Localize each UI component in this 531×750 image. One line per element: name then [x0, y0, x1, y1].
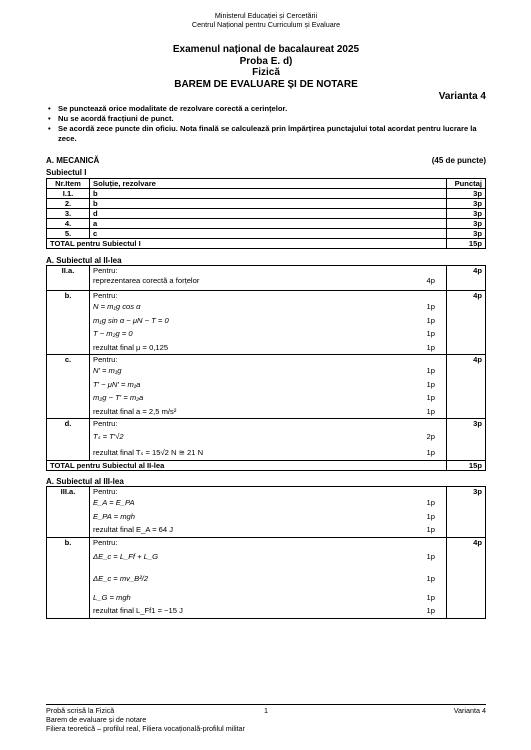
line-points: 1p [426, 393, 435, 402]
line-points: 1p [426, 551, 435, 561]
table-row [47, 537, 486, 618]
line-points: 1p [426, 366, 435, 375]
item-points: 4p [447, 291, 486, 355]
section-points: (45 de puncte) [431, 156, 486, 165]
line-points: 4p [426, 276, 435, 285]
solution-line: reprezentarea corectă a forțelor 4p [93, 276, 435, 285]
table-row [47, 189, 486, 199]
solution-line: rezultat final μ = 0,125 1p [93, 341, 443, 355]
item-points: 3p [447, 219, 486, 229]
line-points: 1p [426, 592, 435, 602]
item-number: 3. [47, 209, 90, 219]
footer-line: Probă scrisă la Fizică [46, 706, 115, 715]
item-answer: b [90, 199, 447, 209]
item-number: 2. [47, 199, 90, 209]
center-name: Centrul Național pentru Curriculum și Evaluare [191, 20, 341, 29]
table-row [47, 199, 486, 209]
item-points: 4p [447, 537, 486, 618]
subject-title: Fizică [252, 67, 280, 78]
line-points: 1p [426, 342, 435, 352]
solution-line: Pentru: [93, 291, 118, 300]
solution-cell [90, 537, 447, 618]
total-row [47, 239, 486, 249]
table-row [47, 219, 486, 229]
line-points: 1p [426, 302, 435, 311]
rule-item: • Se punctează orice modalitate de rezolvare corectă a cerințelor. [46, 104, 486, 114]
item-number: 4. [47, 219, 90, 229]
total-label: TOTAL pentru Subiectul al II-lea [47, 461, 447, 471]
line-points: 1p [426, 379, 435, 389]
line-points: 1p [426, 511, 435, 521]
header-institution [46, 11, 486, 29]
barem-title: BAREM DE EVALUARE ȘI DE NOTARE [174, 78, 358, 90]
subject1-title: Subiectul I [46, 168, 87, 177]
solution-line: N′ = m₁g 1p [93, 364, 443, 378]
page-footer [46, 704, 486, 733]
rules-list [46, 104, 486, 144]
solution-line: E_PA = mgh 1p [93, 510, 443, 524]
line-points: 1p [426, 448, 435, 457]
line-points: 2p [426, 432, 435, 441]
solution-line: N = m₁g cos α 1p [93, 300, 443, 314]
solution-line: Pentru: [93, 487, 118, 496]
table-row [47, 266, 486, 291]
item-points: 3p [447, 229, 486, 239]
solution-line: T − m₂g = 0 1p [93, 327, 443, 341]
line-points: 1p [426, 315, 435, 325]
solution-line: m₁g sin α − μN − T = 0 1p [93, 314, 443, 328]
solution-line: ΔE_c = mv_B²/2 1p [93, 567, 443, 591]
item-points: 3p [447, 209, 486, 219]
line-points: 1p [426, 329, 435, 338]
solution-line: m₂g − T′ = m₂a 1p [93, 391, 443, 405]
item-points: 3p [447, 199, 486, 209]
total-row [47, 461, 486, 471]
subject3-table [46, 486, 486, 619]
solution-line: rezultat final L_Ff1 = −15 J 1p [93, 604, 443, 618]
line-points: 1p [426, 406, 435, 416]
item-number: d. [47, 419, 90, 461]
footer-variant: Varianta 4 [453, 706, 486, 715]
solution-line: E_A = E_PA 1p [93, 496, 443, 510]
solution-line: Pentru: [93, 537, 118, 547]
solution-cell [90, 266, 447, 291]
page-number: 1 [264, 706, 268, 715]
subject2-table [46, 265, 486, 471]
table-header-row [47, 179, 486, 189]
section-heading [46, 156, 486, 165]
total-label: TOTAL pentru Subiectul I [47, 239, 447, 249]
solution-line: ΔE_c = L_Ff + L_G 1p [93, 547, 443, 567]
item-points: 4p [447, 355, 486, 419]
item-answer: d [90, 209, 447, 219]
solution-line: Pentru: [93, 266, 118, 275]
subject2-title: A. Subiectul al II-lea [46, 256, 122, 265]
item-number: I.1. [47, 189, 90, 199]
table-row [47, 229, 486, 239]
header-solution: Soluție, rezolvare [90, 179, 447, 189]
solution-line: rezultat final a = 2,5 m/s² 1p [93, 405, 443, 419]
line-points: 1p [426, 606, 435, 615]
item-number: b. [47, 537, 90, 618]
item-points: 3p [447, 419, 486, 461]
item-answer: c [90, 229, 447, 239]
variant-label: Varianta 4 [438, 91, 486, 102]
exam-title: Examenul național de bacalaureat 2025 [172, 44, 360, 55]
subject1-table [46, 178, 486, 249]
solution-line: Pentru: [93, 419, 118, 428]
item-answer: a [90, 219, 447, 229]
solution-cell [90, 487, 447, 538]
line-points: 1p [426, 573, 435, 583]
item-number: b. [47, 291, 90, 355]
header-titles [46, 44, 486, 90]
solution-line: Tₛ = T′√2 2p [93, 428, 443, 445]
rule-item: • Se acordă zece puncte din oficiu. Nota finală se calculează prin împărțirea punctajului total acordat pentru lucrare la zece. [46, 124, 486, 144]
subject3-title: A. Subiectul al III-lea [46, 477, 124, 486]
solution-line: Pentru: [93, 355, 118, 364]
footer-line: Filiera teoretică – profilul real, Filiera vocațională-profilul militar [46, 724, 245, 733]
table-row [47, 209, 486, 219]
table-row [47, 291, 486, 355]
total-points: 15p [447, 239, 486, 249]
item-points: 3p [447, 487, 486, 538]
item-points: 3p [447, 189, 486, 199]
solution-cell [90, 355, 447, 419]
item-number: II.a. [47, 266, 90, 291]
footer-line: Barem de evaluare și de notare [46, 715, 147, 724]
table-row [47, 355, 486, 419]
rule-item: • Nu se acordă fracțiuni de punct. [46, 114, 486, 124]
solution-line: rezultat final Tₛ = 15√2 N ≅ 21 N 1p [93, 445, 443, 460]
table-row [47, 419, 486, 461]
item-points: 4p [447, 266, 486, 291]
section-title: A. MECANICĂ [46, 156, 100, 165]
solution-cell [90, 419, 447, 461]
item-number: c. [47, 355, 90, 419]
item-answer: b [90, 189, 447, 199]
table-row [47, 487, 486, 538]
solution-line: L_G = mgh 1p [93, 591, 443, 605]
header-points: Punctaj [447, 179, 486, 189]
total-points: 15p [447, 461, 486, 471]
header-item: Nr.Item [47, 179, 90, 189]
item-number: III.a. [47, 487, 90, 538]
proba-title: Proba E. d) [239, 55, 293, 67]
item-number: 5. [47, 229, 90, 239]
ministry-name: Ministerul Educației și Cercetării [214, 11, 318, 20]
solution-line: rezultat final E_A = 64 J 1p [93, 523, 443, 537]
line-points: 1p [426, 498, 435, 507]
line-points: 1p [426, 525, 435, 534]
solution-line: T′ − μN′ = m₁a 1p [93, 378, 443, 392]
solution-cell [90, 291, 447, 355]
